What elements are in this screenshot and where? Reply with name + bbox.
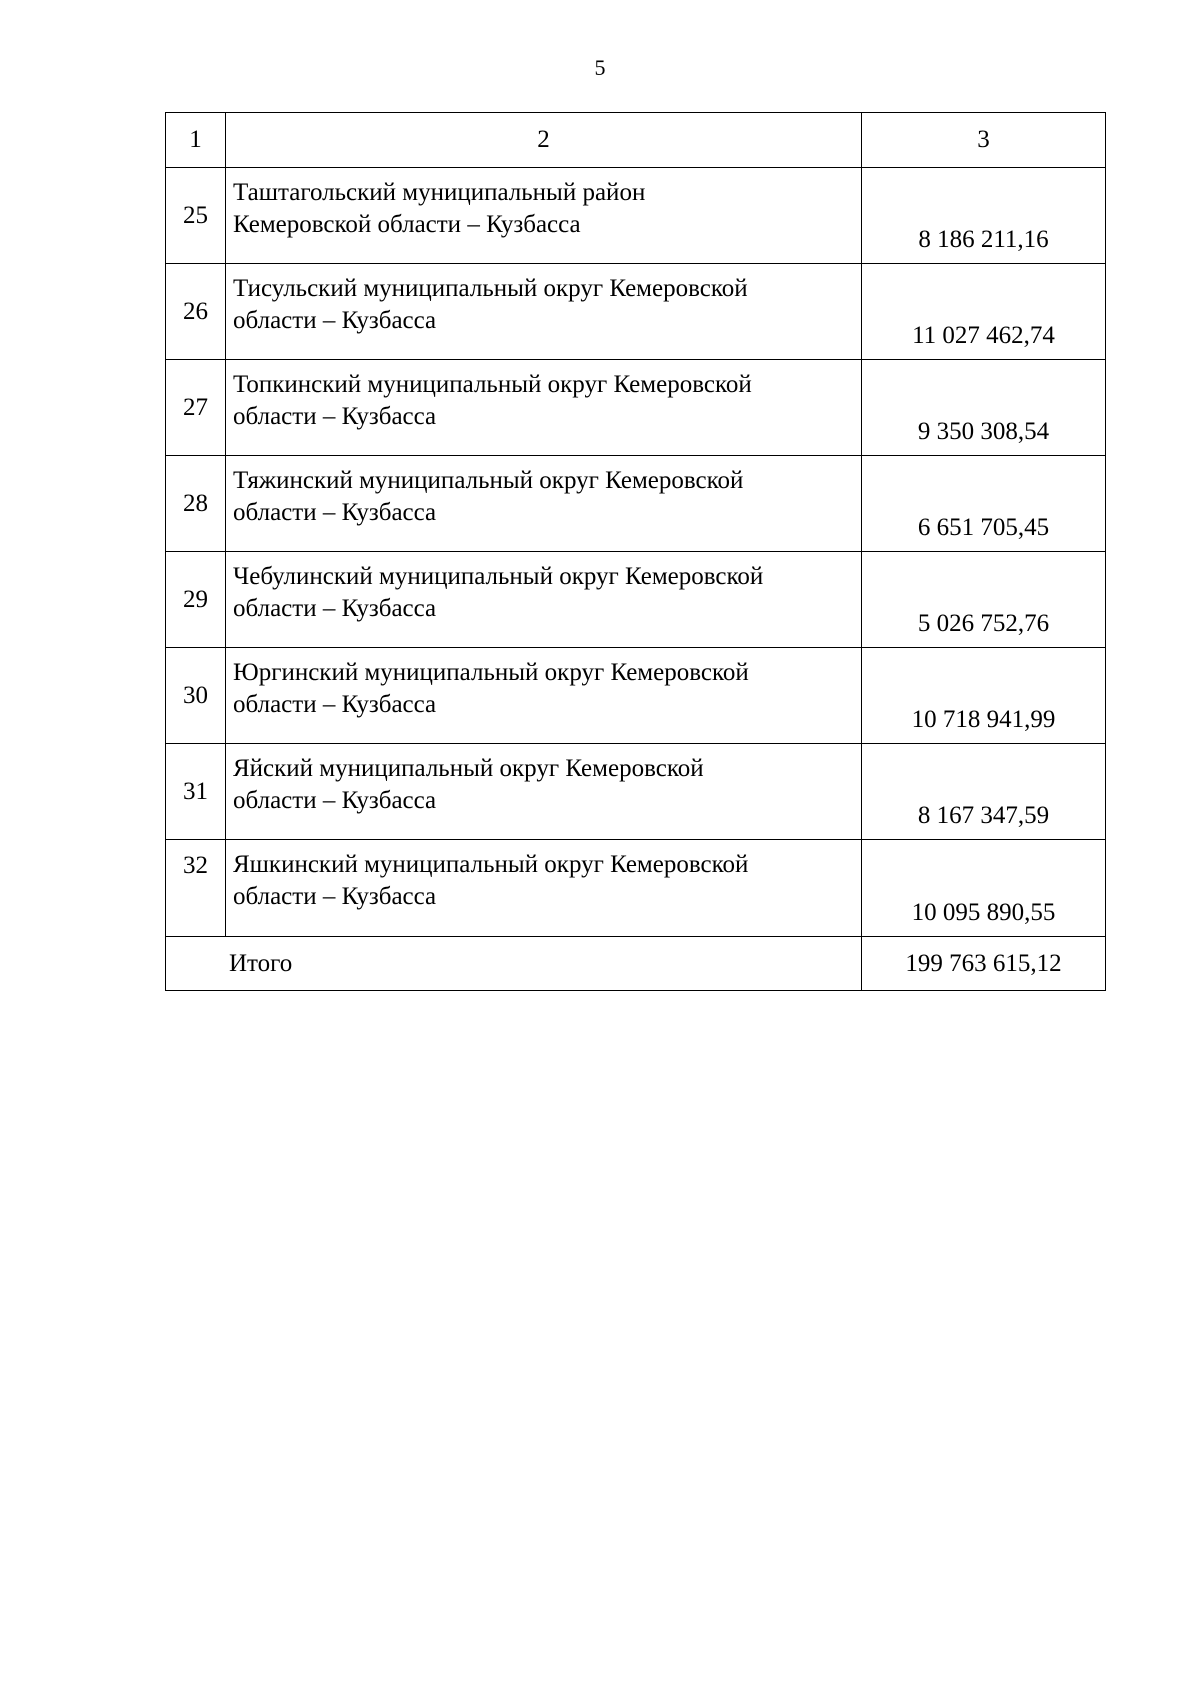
amount: 8 186 211,16: [862, 168, 1106, 264]
row-number: 26: [166, 264, 226, 360]
row-number: 31: [166, 744, 226, 840]
row-number: 30: [166, 648, 226, 744]
municipality-name-line: Тяжинский муниципальный округ Кемеровской: [233, 467, 744, 494]
municipality-name: [226, 456, 862, 552]
municipality-name-line: области – Кузбасса: [233, 403, 437, 430]
amount: 5 026 752,76: [862, 552, 1106, 648]
municipality-name-line: области – Кузбасса: [233, 691, 437, 718]
table-header-row: [166, 113, 1106, 168]
municipality-name-line: области – Кузбасса: [233, 307, 437, 334]
amount: 10 718 941,99: [862, 648, 1106, 744]
municipality-name: [226, 744, 862, 840]
column-number-header: 1: [166, 113, 226, 168]
total-row: [166, 937, 1106, 991]
row-number: 27: [166, 360, 226, 456]
municipality-name: [226, 360, 862, 456]
table-row: [166, 552, 1106, 648]
municipality-name-line: Яшкинский муниципальный округ Кемеровской: [233, 851, 749, 878]
amount: 10 095 890,55: [862, 840, 1106, 937]
row-number: 28: [166, 456, 226, 552]
table-row: [166, 744, 1106, 840]
municipality-name-line: Чебулинский муниципальный округ Кемеровской: [233, 563, 764, 590]
municipality-name: [226, 552, 862, 648]
municipality-name-line: области – Кузбасса: [233, 787, 437, 814]
municipality-name-line: Юргинский муниципальный округ Кемеровской: [233, 659, 749, 686]
table-row: [166, 360, 1106, 456]
municipality-name-line: Кемеровской области – Кузбасса: [233, 211, 581, 238]
municipality-name-line: области – Кузбасса: [233, 883, 437, 910]
row-number: 32: [166, 840, 226, 937]
municipality-name-line: области – Кузбасса: [233, 595, 437, 622]
total-amount: 199 763 615,12: [862, 937, 1106, 991]
municipality-name-line: Топкинский муниципальный округ Кемеровской: [233, 371, 752, 398]
budget-table: [165, 112, 1106, 991]
municipality-name: [226, 168, 862, 264]
table-row: [166, 264, 1106, 360]
amount: 8 167 347,59: [862, 744, 1106, 840]
amount: 11 027 462,74: [862, 264, 1106, 360]
municipality-name: [226, 840, 862, 937]
municipality-name-line: области – Кузбасса: [233, 499, 437, 526]
municipality-name-line: Таштагольский муниципальный район: [233, 179, 646, 206]
total-label: Итого: [166, 937, 862, 991]
row-number: 25: [166, 168, 226, 264]
table-row: [166, 840, 1106, 937]
table-row: [166, 648, 1106, 744]
table-row: [166, 168, 1106, 264]
column-amount-header: 3: [862, 113, 1106, 168]
amount: 6 651 705,45: [862, 456, 1106, 552]
amount: 9 350 308,54: [862, 360, 1106, 456]
table-row: [166, 456, 1106, 552]
municipality-name-line: Яйский муниципальный округ Кемеровской: [233, 755, 704, 782]
column-name-header: 2: [226, 113, 862, 168]
row-number: 29: [166, 552, 226, 648]
municipality-name: [226, 648, 862, 744]
page-number: 5: [594, 55, 606, 80]
municipality-name-line: Тисульский муниципальный округ Кемеровской: [233, 275, 748, 302]
municipality-name: [226, 264, 862, 360]
